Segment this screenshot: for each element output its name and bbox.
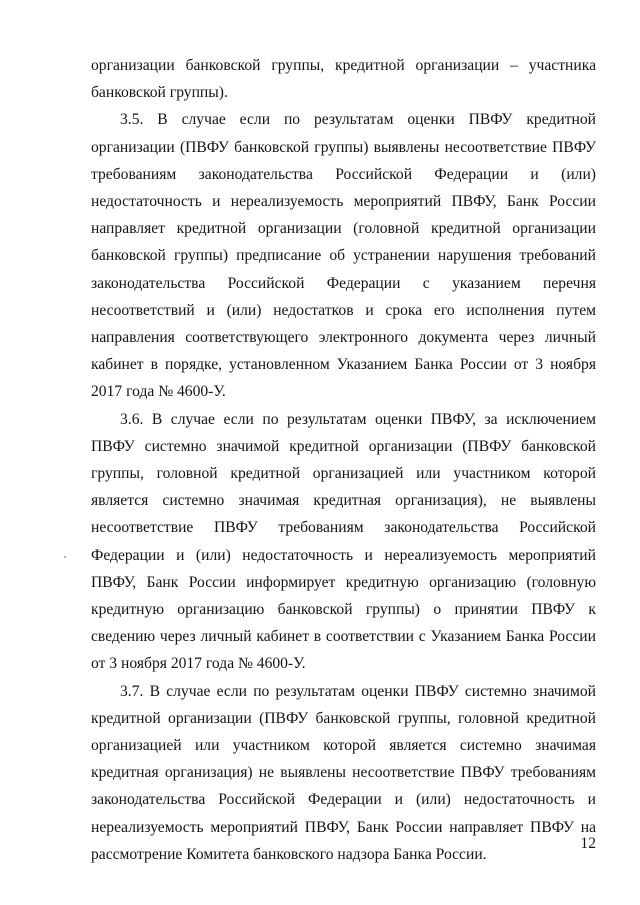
paragraph-continuation: организации банковской группы, кредитной организации – участника банковской группы). — [91, 57, 596, 102]
page-number: 12 — [580, 835, 596, 852]
margin-mark — [64, 556, 66, 558]
paragraph-clause-3-5: 3.5. В случае если по результатам оценки ПВФУ кредитной организации (ПВФУ банковской группы) выявлены несоответствие ПВФУ требованиям законодательства Российской Федерации и (или) недостаточность и нереализуемость мероприятий ПВФУ, Банк России направляет кредитной организации (головной кредитной организации банковской группы) предписание об устранении нарушения требований законодательства Российской Федерации с указанием перечня несоответствий и (или) недостатков и срока его исполнения путем направления соответствующего электронного документа через личный кабинет в порядке, установленном Указанием Банка России от 3 ноября 2017 года № 4600-У. — [91, 111, 596, 401]
paragraph-clause-3-7: 3.7. В случае если по результатам оценки ПВФУ системно значимой кредитной организации (ПВФУ банковской группы, головной кредитной организацией или участником которой является системно значимая кредитная организация) не выявлены несоответствие ПВФУ требованиям законодательства Российской Федерации и (или) недостаточность и нереализуемость мероприятий ПВФУ, Банк России направляет ПВФУ на рассмотрение Комитета банковского надзора Банка России. — [91, 682, 596, 863]
document-body — [91, 52, 596, 868]
paragraph-clause-3-6: 3.6. В случае если по результатам оценки ПВФУ, за исключением ПВФУ системно значимой кредитной организации (ПВФУ банковской группы, головной кредитной организацией или участником которой является системно значимая кредитная организация), не выявлены несоответствие ПВФУ требованиям законодательства Российской Федерации и (или) недостаточность и нереализуемость мероприятий ПВФУ, Банк России информирует кредитную организацию (головную кредитную организацию банковской группы) о принятии ПВФУ к сведению через личный кабинет в соответствии с Указанием Банка России от 3 ноября 2017 года № 4600-У. — [91, 410, 596, 673]
